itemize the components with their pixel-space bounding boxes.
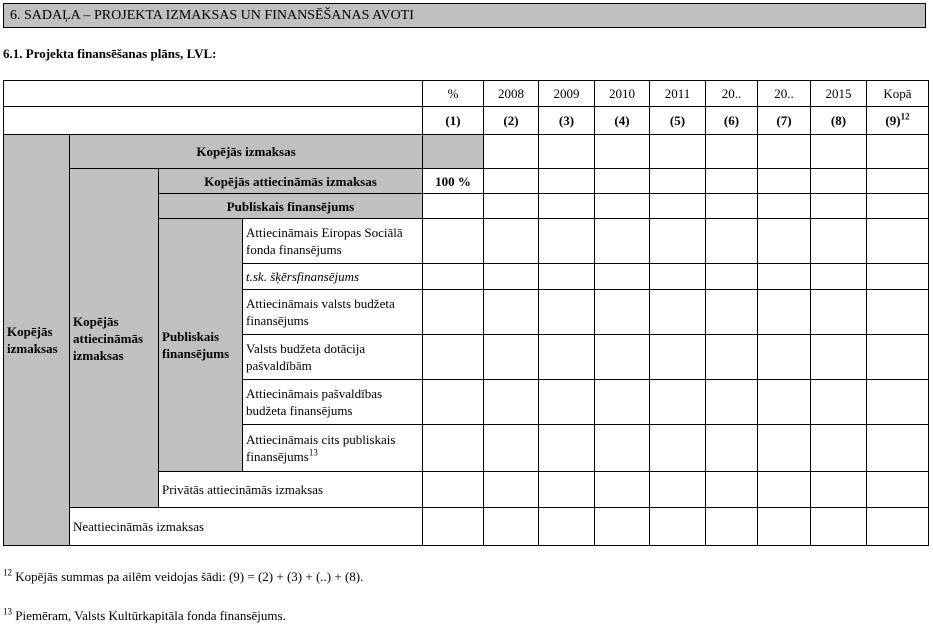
value-cell — [811, 219, 867, 264]
value-cell — [867, 472, 929, 508]
value-cell — [867, 335, 929, 380]
value-cell — [595, 135, 650, 169]
value-cell — [706, 335, 758, 380]
footnote-13-number: 13 — [3, 606, 12, 617]
section-title: 6. SADAĻA – PROJEKTA IZMAKSAS UN FINANSĒŠANAS AVOTI — [3, 3, 926, 28]
value-cell — [539, 219, 595, 264]
neattiecinamas-label: Neattiecināmās izmaksas — [70, 508, 423, 546]
value-cell — [650, 425, 706, 472]
value-cell — [650, 135, 706, 169]
header-year-2008: 2008 — [484, 81, 539, 107]
value-cell — [758, 472, 811, 508]
value-cell — [706, 169, 758, 194]
value-cell — [484, 264, 539, 290]
value-cell — [484, 135, 539, 169]
header-num-9 — [867, 107, 929, 135]
privatas-label: Privātās attiecināmās izmaksas — [159, 472, 423, 508]
header-num-7: (7) — [758, 107, 811, 135]
value-cell — [758, 194, 811, 219]
value-cell — [867, 219, 929, 264]
esf-label: Attiecināmais Eiropas Sociālā fonda finansējums — [243, 219, 423, 264]
value-cell — [423, 264, 484, 290]
header-num-8: (8) — [811, 107, 867, 135]
header-num-9-text: (9) — [885, 113, 901, 128]
attiecinamas-row-label: Kopējās attiecināmās izmaksas — [159, 169, 423, 194]
cits-publiskais-cell — [243, 425, 423, 472]
publiskais-group-label: Publiskais finansējums — [159, 219, 243, 472]
header-row-years — [4, 81, 929, 107]
value-cell — [867, 425, 929, 472]
footnote-12-number: 12 — [3, 567, 12, 578]
value-cell — [811, 264, 867, 290]
value-cell — [758, 335, 811, 380]
value-cell — [484, 425, 539, 472]
publiskais-row-label: Publiskais finansējums — [159, 194, 423, 219]
header-num-3: (3) — [539, 107, 595, 135]
value-cell — [758, 135, 811, 169]
value-cell — [867, 508, 929, 546]
header-year-20b: 20.. — [758, 81, 811, 107]
value-cell — [811, 335, 867, 380]
value-cell — [758, 508, 811, 546]
value-cell — [423, 508, 484, 546]
value-cell — [595, 290, 650, 335]
footnote-12 — [3, 569, 363, 585]
value-cell — [650, 380, 706, 425]
value-cell — [484, 508, 539, 546]
value-cell — [650, 169, 706, 194]
value-cell — [758, 290, 811, 335]
value-cell — [811, 135, 867, 169]
header-num-4: (4) — [595, 107, 650, 135]
value-cell — [706, 425, 758, 472]
value-cell — [423, 425, 484, 472]
valsts-budzets-label: Attiecināmais valsts budžeta finansējums — [243, 290, 423, 335]
value-cell — [867, 264, 929, 290]
value-cell — [650, 472, 706, 508]
value-cell — [758, 264, 811, 290]
value-cell — [811, 194, 867, 219]
value-cell — [484, 472, 539, 508]
value-cell — [539, 425, 595, 472]
header-year-2010: 2010 — [595, 81, 650, 107]
value-cell — [650, 264, 706, 290]
skersfinansejums-label: t.sk. šķērsfinansējums — [243, 264, 423, 290]
value-cell — [706, 472, 758, 508]
value-cell — [867, 169, 929, 194]
value-cell — [758, 425, 811, 472]
value-cell — [539, 264, 595, 290]
value-cell — [811, 380, 867, 425]
value-cell — [539, 194, 595, 219]
outer-kopejas-izmaksas-label: Kopējās izmaksas — [4, 135, 70, 546]
value-cell — [484, 219, 539, 264]
value-cell — [650, 508, 706, 546]
value-cell — [650, 219, 706, 264]
value-cell — [706, 135, 758, 169]
footnote-12-text: Kopējās summas pa ailēm veidojas šādi: (9) = (2) + (3) + (..) + (8). — [15, 569, 364, 584]
header-year-20a: 20.. — [706, 81, 758, 107]
value-cell — [811, 290, 867, 335]
value-cell — [484, 169, 539, 194]
header-num-2: (2) — [484, 107, 539, 135]
value-cell — [423, 380, 484, 425]
value-cell — [811, 508, 867, 546]
value-cell — [595, 219, 650, 264]
value-cell — [706, 264, 758, 290]
value-cell — [423, 290, 484, 335]
value-cell — [811, 472, 867, 508]
value-cell — [423, 219, 484, 264]
value-cell — [811, 425, 867, 472]
footnote-13 — [3, 608, 286, 624]
header-empty-cell — [4, 81, 423, 107]
value-cell — [595, 380, 650, 425]
value-cell — [758, 219, 811, 264]
value-cell — [539, 335, 595, 380]
value-cell — [867, 380, 929, 425]
header-num-6: (6) — [706, 107, 758, 135]
value-cell — [758, 380, 811, 425]
pasvaldibas-label: Attiecināmais pašvaldības budžeta finansējums — [243, 380, 423, 425]
header-num-1: (1) — [423, 107, 484, 135]
value-cell — [423, 335, 484, 380]
value-cell — [867, 194, 929, 219]
header-year-2015: 2015 — [811, 81, 867, 107]
value-cell — [595, 335, 650, 380]
value-cell — [867, 290, 929, 335]
value-cell — [650, 194, 706, 219]
kopejas-izmaksas-label: Kopējās izmaksas — [70, 135, 423, 169]
value-cell — [706, 194, 758, 219]
value-cell — [484, 335, 539, 380]
value-cell — [595, 425, 650, 472]
attiecinamas-group-label: Kopējās attiecināmās izmaksas — [70, 169, 159, 508]
row-kopejas-izmaksas — [4, 135, 929, 169]
value-cell — [595, 169, 650, 194]
value-cell — [539, 508, 595, 546]
subtitle: 6.1. Projekta finansēšanas plāns, LVL: — [3, 46, 217, 61]
financing-plan-table — [3, 80, 929, 546]
value-cell — [811, 169, 867, 194]
footnote-ref-12: 12 — [900, 111, 910, 122]
value-cell — [539, 135, 595, 169]
value-cell — [595, 472, 650, 508]
value-cell — [595, 264, 650, 290]
value-cell — [423, 472, 484, 508]
value-cell — [706, 219, 758, 264]
header-percent: % — [423, 81, 484, 107]
value-cell — [706, 508, 758, 546]
value-cell — [706, 290, 758, 335]
header-num-5: (5) — [650, 107, 706, 135]
header-empty-cell — [4, 107, 423, 135]
value-cell — [539, 290, 595, 335]
header-total: Kopā — [867, 81, 929, 107]
value-cell — [539, 380, 595, 425]
footnote-ref-13: 13 — [308, 447, 318, 458]
value-cell — [758, 169, 811, 194]
row-neattiecinamas — [4, 508, 929, 546]
value-cell — [539, 169, 595, 194]
value-cell — [706, 380, 758, 425]
attiecinamas-pct-value: 100 % — [423, 169, 484, 194]
value-cell — [867, 135, 929, 169]
value-cell — [650, 290, 706, 335]
value-cell — [595, 508, 650, 546]
footnote-13-text: Piemēram, Valsts Kultūrkapitāla fonda finansējums. — [15, 608, 286, 623]
value-cell — [595, 194, 650, 219]
value-cell — [484, 194, 539, 219]
header-row-numbers — [4, 107, 929, 135]
cell-pct — [423, 135, 484, 169]
cits-publiskais-label: Attiecināmais cits publiskais finansējums — [246, 432, 396, 464]
row-attiecinamas-izmaksas — [4, 169, 929, 194]
value-cell — [650, 335, 706, 380]
header-year-2011: 2011 — [650, 81, 706, 107]
value-cell — [423, 194, 484, 219]
value-cell — [484, 290, 539, 335]
dotacija-label: Valsts budžeta dotācija pašvaldībām — [243, 335, 423, 380]
value-cell — [539, 472, 595, 508]
value-cell — [484, 380, 539, 425]
header-year-2009: 2009 — [539, 81, 595, 107]
